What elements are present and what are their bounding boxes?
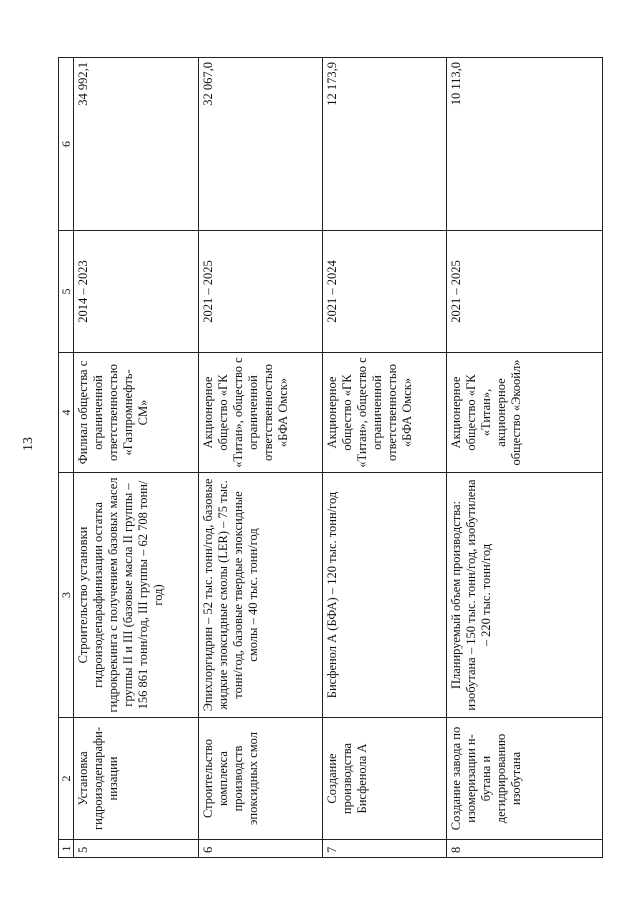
row-number: 6 xyxy=(199,840,323,858)
project-name: Строительство комплекса производств эпоксидных смол xyxy=(199,718,323,840)
value: 34 992,1 xyxy=(74,58,199,231)
company: Филиал общества с ограниченной ответственностью «Газпромнефть-СМ» xyxy=(74,353,199,473)
table-row xyxy=(447,58,603,858)
period: 2014 – 2023 xyxy=(74,231,199,353)
page-number: 13 xyxy=(21,437,36,451)
header-col-1: 1 xyxy=(59,840,74,858)
row-number: 5 xyxy=(74,840,199,858)
value: 12 173,9 xyxy=(323,58,447,231)
project-name: Создание производства Бисфенола А xyxy=(323,718,447,840)
row-number: 8 xyxy=(447,840,603,858)
project-description: Строительство установки гидроизодепарафинизации остатка гидрокрекинга с получением базовых масел группы II и III (базовые масла II группы – 156 861 тонн/год, III группы – 62 708 тонн/год) xyxy=(74,473,199,718)
header-col-6: 6 xyxy=(59,58,74,231)
row-number: 7 xyxy=(323,840,447,858)
table-row xyxy=(199,58,323,858)
header-col-2: 2 xyxy=(59,718,74,840)
header-row xyxy=(59,58,74,858)
header-col-5: 5 xyxy=(59,231,74,353)
value: 32 067,0 xyxy=(199,58,323,231)
period: 2021 – 2025 xyxy=(447,231,603,353)
company: Акционерное общество «ГК «Титан», общество с ограниченной ответственностью «БФА Омск» xyxy=(323,353,447,473)
project-description: Бисфенол А (БФА) – 120 тыс. тонн/год xyxy=(323,473,447,718)
table-row xyxy=(323,58,447,858)
project-description: Планируемый объем производства: изобутана – 150 тыс. тонн/год, изобутилена – 220 тыс. тонн/год xyxy=(447,473,603,718)
period: 2021 – 2024 xyxy=(323,231,447,353)
project-name: Создание завода по изомеризации н-бутана и дегидрированию изобутана xyxy=(447,718,603,840)
header-col-3: 3 xyxy=(59,473,74,718)
value: 10 113,0 xyxy=(447,58,603,231)
table-row xyxy=(74,58,199,858)
period: 2021 – 2025 xyxy=(199,231,323,353)
projects-table xyxy=(58,57,603,858)
company: Акционерное общество «ГК «Титан», акционерное общество «Экоойл» xyxy=(447,353,603,473)
project-name: Установка гидроизодепарафи-низации xyxy=(74,718,199,840)
rotated-table-container xyxy=(58,58,603,858)
project-description: Эпихлоргидрин – 52 тыс. тонн/год, базовые жидкие эпоксидные смолы (LER) – 75 тыс. тонн/год, базовые твердые эпоксидные смолы – 40 тыс. тонн/год xyxy=(199,473,323,718)
company: Акционерное общество «ГК «Титан», общество с ограниченной ответственностью «БФА Омск» xyxy=(199,353,323,473)
header-col-4: 4 xyxy=(59,353,74,473)
